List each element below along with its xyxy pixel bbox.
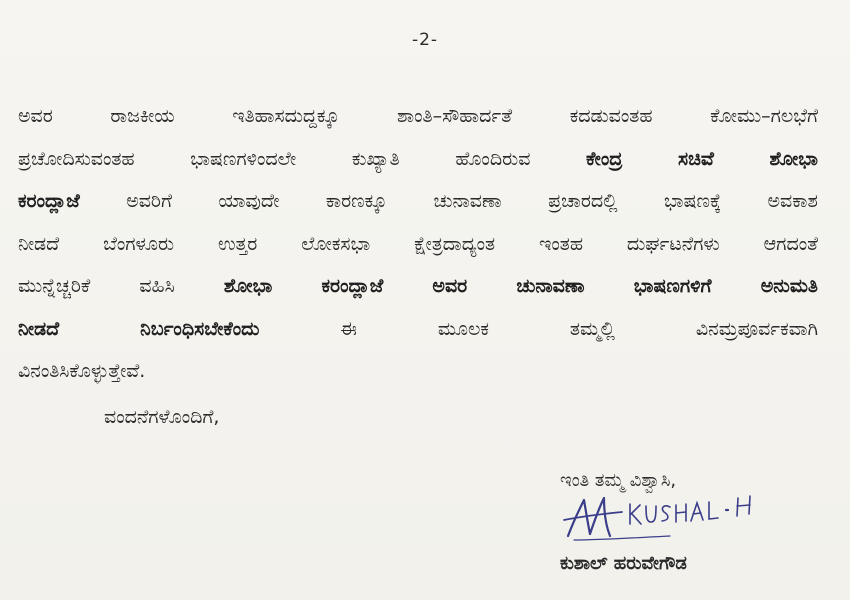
signature-letter-U — [646, 506, 656, 522]
word: ಭಾಷಣಕ್ಕೆ — [663, 190, 722, 212]
bold-word: ಶೋಭಾ — [223, 275, 273, 297]
word: ಅವಕಾಶ — [767, 190, 818, 212]
word: ಮುನ್ನೆಚ್ಚರಿಕೆ — [18, 275, 91, 297]
word: ಕುಖ್ಯಾತಿ — [351, 147, 400, 170]
word: ನೀಡದೆ — [18, 232, 60, 255]
body-line-1 — [18, 95, 818, 138]
page-number: -2- — [411, 30, 439, 50]
bold-word: ಕರಂದ್ಲಾಜೆ — [321, 275, 384, 297]
word: ಈ — [340, 317, 357, 340]
bold-word: ಅನುಮತಿ — [760, 275, 818, 297]
bold-word: ಭಾಷಣಗಳಿಗೆ — [633, 275, 712, 297]
word: ಭಾಷಣಗಳಿಂದಲೇ — [190, 147, 297, 170]
signature-letter-H — [676, 504, 686, 522]
bold-word: ಅವರ — [432, 275, 468, 297]
word: ಕಾರಣಕ್ಕೂ — [325, 190, 388, 212]
word: ದುರ್ಘಟನೆಗಳು — [626, 232, 720, 255]
word: ವಿನಮ್ರಪೂರ್ವಕವಾಗಿ — [695, 317, 818, 340]
word: ಯಾವುದೇ — [218, 190, 280, 212]
word: ಇತಿಹಾಸದುದ್ದಕ್ಕೂ — [232, 105, 340, 127]
signature-letter-H2 — [737, 496, 750, 516]
bold-word: ಕೇಂದ್ರ — [586, 147, 623, 170]
word: ರಾಜಕೀಯ — [110, 105, 175, 127]
bold-word: ಶೋಭಾ — [769, 147, 818, 170]
signature-initial-stroke — [568, 498, 610, 536]
letter-body — [18, 95, 818, 393]
body-line-6 — [18, 308, 818, 351]
word: ಹೊಂದಿರುವ — [455, 147, 531, 170]
handwritten-signature — [560, 490, 780, 550]
word: ಲೋಕಸಭಾ — [301, 232, 371, 255]
body-line-7 — [18, 350, 818, 393]
word: ಉತ್ತರ — [217, 232, 258, 255]
word: ಕ್ಷೇತ್ರದಾದ್ಯಂತ — [414, 232, 496, 255]
body-line-3 — [18, 180, 818, 223]
bold-word: ಕರಂದ್ಲಾಜೆ — [18, 190, 80, 212]
signature-underline — [574, 536, 670, 540]
closing-line: ಇಂತಿ ತಮ್ಮ ವಿಶ್ವಾಸಿ, — [560, 470, 677, 491]
word: ಪ್ರಚಾರದಲ್ಲಿ — [548, 190, 618, 212]
word: ವಹಿಸಿ — [139, 275, 175, 297]
bold-word: ನೀಡದೆ — [18, 317, 60, 340]
word: ಬೆಂಗಳೂರು — [103, 232, 175, 255]
word: ಆಗದಂತೆ — [763, 232, 818, 255]
signature-letter-L — [709, 502, 718, 519]
body-line-4 — [18, 223, 818, 266]
word: ಪ್ರಚೋದಿಸುವಂತಹ — [18, 147, 135, 170]
word: ಚುನಾವಣಾ — [433, 190, 502, 212]
body-line-5 — [18, 265, 818, 308]
signature-letter-A — [691, 503, 703, 521]
signature-crossbar — [564, 512, 622, 520]
signature-letter-K — [630, 504, 641, 524]
word: ತಮ್ಮಲ್ಲಿ — [569, 317, 615, 340]
word: ಕದಡುವಂತಹ — [569, 105, 653, 127]
signer-name: ಕುಶಾಲ್ ಹರುವೇಗೌಡ — [560, 553, 687, 574]
word: ಮೂಲಕ — [437, 317, 489, 340]
word: ಶಾಂತಿ–ಸೌಹಾರ್ದತೆ — [397, 105, 513, 127]
bold-word: ನಿರ್ಬಂಧಿಸಬೇಕೆಂದು — [140, 317, 260, 340]
body-line-2 — [18, 138, 818, 181]
word: ಇಂತಹ — [539, 232, 584, 255]
greeting: ವಂದನೆಗಳೊಂದಿಗೆ, — [104, 406, 220, 428]
word: ವಿನಂತಿಸಿಕೊಳ್ಳುತ್ತೇವೆ. — [18, 360, 146, 382]
bold-word: ಚುನಾವಣಾ — [516, 275, 585, 297]
word: ಅವರಿಗೆ — [126, 190, 172, 212]
word: ಅವರ — [18, 105, 53, 127]
bold-word: ಸಚಿವೆ — [678, 147, 714, 170]
signature-letter-S — [662, 506, 670, 521]
word: ಕೋಮು–ಗಲಭೆಗೆ — [710, 105, 818, 127]
